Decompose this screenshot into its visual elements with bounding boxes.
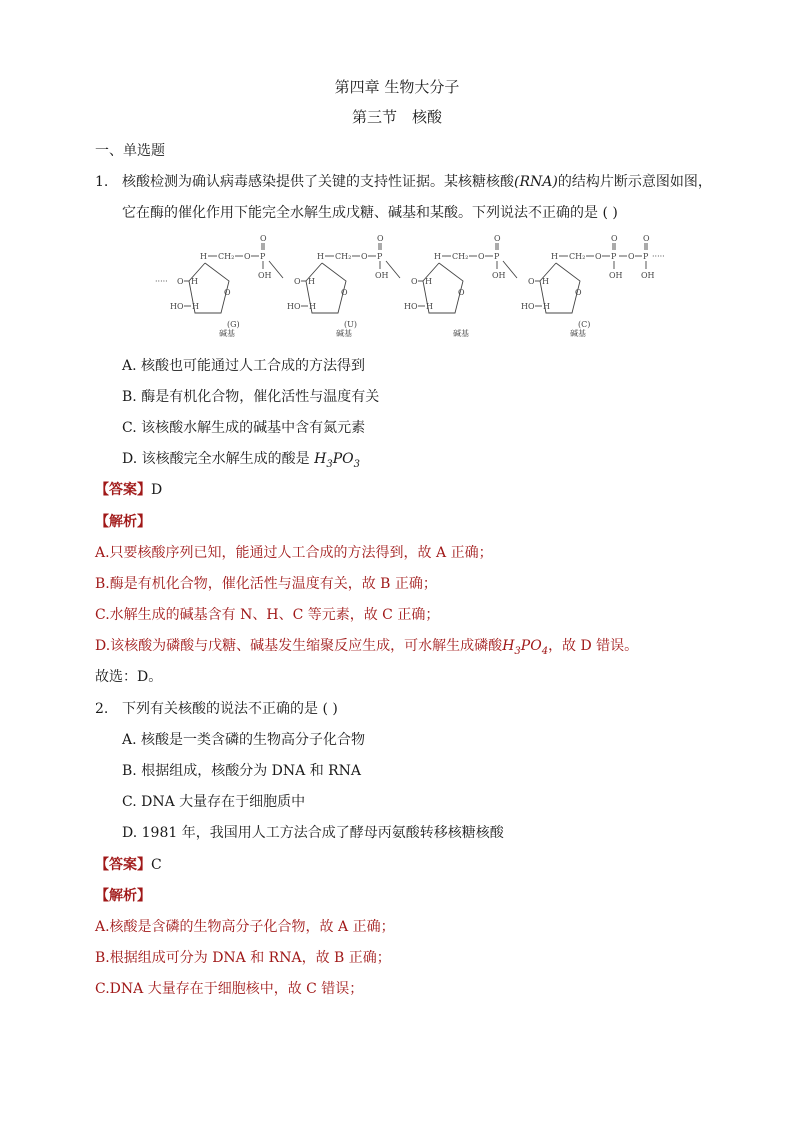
- base-letter: (G): [227, 320, 240, 329]
- question-2-option-c: [122, 792, 305, 812]
- option-letter: D.: [122, 451, 138, 467]
- question-1-option-b: [122, 387, 379, 407]
- formula-subscript: 3: [353, 458, 360, 470]
- option-text: 该核酸完全水解生成的酸是: [141, 451, 310, 467]
- option-text: 核酸是一类含磷的生物高分子化合物: [141, 732, 366, 748]
- atom-o: O: [377, 234, 384, 243]
- section-title: 第三节 核酸: [351, 108, 442, 126]
- answer-label: 【答案】: [95, 482, 151, 498]
- atom-h: H: [191, 277, 198, 286]
- question-1-analysis-b: B.酶是有机化合物，催化活性与温度有关，故 B 正确；: [95, 576, 437, 592]
- base-letter: (C): [578, 320, 591, 329]
- question-1-option-c: [122, 418, 365, 438]
- atom-h: H: [308, 277, 315, 286]
- option-text: 酶是有机化合物，催化活性与温度有关: [141, 389, 380, 405]
- formula-subscript: 3: [514, 645, 521, 657]
- atom-h: H: [192, 302, 199, 311]
- base-letter: (U): [344, 320, 357, 329]
- group-ho: HO: [170, 302, 184, 311]
- question-2-option-a: [122, 730, 365, 750]
- question-1-stem-line1: [122, 172, 712, 192]
- formula-subscript: 3: [326, 458, 333, 470]
- question-1-stem-line2: 它在酶的催化作用下能完全水解生成戊糖、碱基和某酸。下列说法不正确的是 ( ): [122, 205, 618, 221]
- atom-o: O: [478, 252, 485, 261]
- analysis-d-text-a: D.该核酸为磷酸与戊糖、碱基发生缩聚反应生成，可水解生成磷酸: [95, 638, 503, 654]
- formula-part: H: [314, 451, 327, 467]
- ring-oxygen: O: [341, 288, 348, 297]
- question-1-option-a: [122, 356, 365, 376]
- option-text: 该核酸水解生成的碱基中含有氮元素: [141, 420, 366, 436]
- atom-h: H: [543, 302, 550, 311]
- option-letter: A.: [122, 732, 137, 748]
- atom-o: O: [244, 252, 251, 261]
- atom-o: O: [294, 277, 301, 286]
- question-1-stem-part-b: 的结构片断示意图如图，: [557, 174, 712, 190]
- atom-o: O: [494, 234, 501, 243]
- group-oh: OH: [492, 271, 506, 280]
- formula-part: PO: [520, 638, 542, 654]
- rna-structure-diagram: [155, 233, 665, 341]
- group-ho: HO: [521, 302, 535, 311]
- option-text: 根据组成，核酸分为 DNA 和 RNA: [141, 763, 362, 779]
- base-label: 碱基: [219, 329, 235, 338]
- question-2-number: 2.: [95, 701, 109, 717]
- base-label: 碱基: [570, 329, 586, 338]
- question-2-answer: [95, 855, 162, 875]
- atom-p: P: [260, 252, 266, 261]
- atom-o: O: [628, 252, 635, 261]
- option-d-formula: [314, 451, 360, 470]
- atom-h: H: [425, 277, 432, 286]
- question-2-stem: 下列有关核酸的说法不正确的是 ( ): [122, 701, 338, 717]
- ring-oxygen: O: [575, 288, 582, 297]
- group-oh: OH: [609, 271, 623, 280]
- analysis-d-text-b: ，故 D 错误。: [548, 638, 639, 654]
- group-oh: OH: [641, 271, 655, 280]
- question-2-option-b: [122, 761, 361, 781]
- group-ch2: CH₂: [218, 252, 235, 261]
- formula-subscript: 4: [541, 645, 549, 657]
- group-oh: OH: [375, 271, 389, 280]
- question-1-analysis-d: [95, 636, 638, 662]
- option-letter: B.: [122, 389, 137, 405]
- answer-value: D: [151, 482, 163, 498]
- atom-h: H: [551, 252, 558, 261]
- atom-h: H: [317, 252, 324, 261]
- analysis-d-formula: [502, 638, 549, 657]
- option-text: 核酸也可能通过人工合成的方法得到: [141, 358, 366, 374]
- group-ch2: CH₂: [569, 252, 586, 261]
- section-heading: 一、单选题: [95, 143, 165, 159]
- atom-h: H: [542, 277, 549, 286]
- chain-dots: ·····: [652, 252, 665, 261]
- group-ch2: CH₂: [335, 252, 352, 261]
- group-ho: HO: [287, 302, 301, 311]
- option-letter: C.: [122, 794, 137, 810]
- question-1-analysis-a: A.只要核酸序列已知，能通过人工合成的方法得到，故 A 正确；: [95, 545, 493, 561]
- formula-part: PO: [332, 451, 354, 467]
- question-1-answer: [95, 480, 162, 500]
- atom-o: O: [361, 252, 368, 261]
- option-letter: D.: [122, 825, 138, 841]
- question-2-option-d: [122, 823, 504, 843]
- atom-h: H: [434, 252, 441, 261]
- question-1-stem-rna: (RNA): [514, 174, 558, 190]
- atom-p: P: [494, 252, 500, 261]
- ring-oxygen: O: [458, 288, 465, 297]
- atom-h: H: [426, 302, 433, 311]
- chain-dots: ·····: [155, 277, 168, 286]
- option-text: DNA 大量存在于细胞质中: [141, 794, 306, 810]
- question-1-analysis-c: C.水解生成的碱基含有 N、H、C 等元素，故 C 正确；: [95, 607, 440, 623]
- option-letter: C.: [122, 420, 137, 436]
- group-ho: HO: [404, 302, 418, 311]
- atom-o: O: [411, 277, 418, 286]
- question-1-number: 1.: [95, 174, 109, 190]
- question-2-analysis-b: B.根据组成可分为 DNA 和 RNA，故 B 正确；: [95, 950, 391, 966]
- atom-o: O: [528, 277, 535, 286]
- question-1-analysis-label: 【解析】: [95, 514, 151, 530]
- question-1-option-d: [122, 449, 360, 475]
- formula-part: H: [502, 638, 515, 654]
- question-2-analysis-label: 【解析】: [95, 888, 151, 904]
- option-text: 1981 年，我国用人工方法合成了酵母丙氨酸转移核糖核酸: [141, 825, 504, 841]
- question-1-conclusion: 故选：D。: [95, 669, 163, 685]
- answer-label: 【答案】: [95, 857, 151, 873]
- question-2-analysis-a: A.核酸是含磷的生物高分子化合物，故 A 正确；: [95, 919, 395, 935]
- atom-o: O: [643, 234, 650, 243]
- atom-o: O: [611, 234, 618, 243]
- atom-o: O: [177, 277, 184, 286]
- atom-o: O: [260, 234, 267, 243]
- group-ch2: CH₂: [452, 252, 469, 261]
- option-letter: A.: [122, 358, 137, 374]
- option-letter: B.: [122, 763, 137, 779]
- ring-oxygen: O: [224, 288, 231, 297]
- atom-h: H: [200, 252, 207, 261]
- atom-h: H: [309, 302, 316, 311]
- base-label: 碱基: [336, 329, 352, 338]
- atom-p: P: [377, 252, 383, 261]
- atom-p: P: [643, 252, 649, 261]
- group-oh: OH: [258, 271, 272, 280]
- question-1-stem-part-a: 核酸检测为确认病毒感染提供了关键的支持性证据。某核糖核酸: [122, 174, 514, 190]
- atom-o: O: [595, 252, 602, 261]
- answer-value: C: [151, 857, 162, 873]
- atom-p: P: [611, 252, 617, 261]
- chapter-title: 第四章 生物大分子: [334, 78, 460, 96]
- base-label: 碱基: [453, 329, 469, 338]
- question-2-analysis-c: C.DNA 大量存在于细胞核中，故 C 错误；: [95, 981, 364, 997]
